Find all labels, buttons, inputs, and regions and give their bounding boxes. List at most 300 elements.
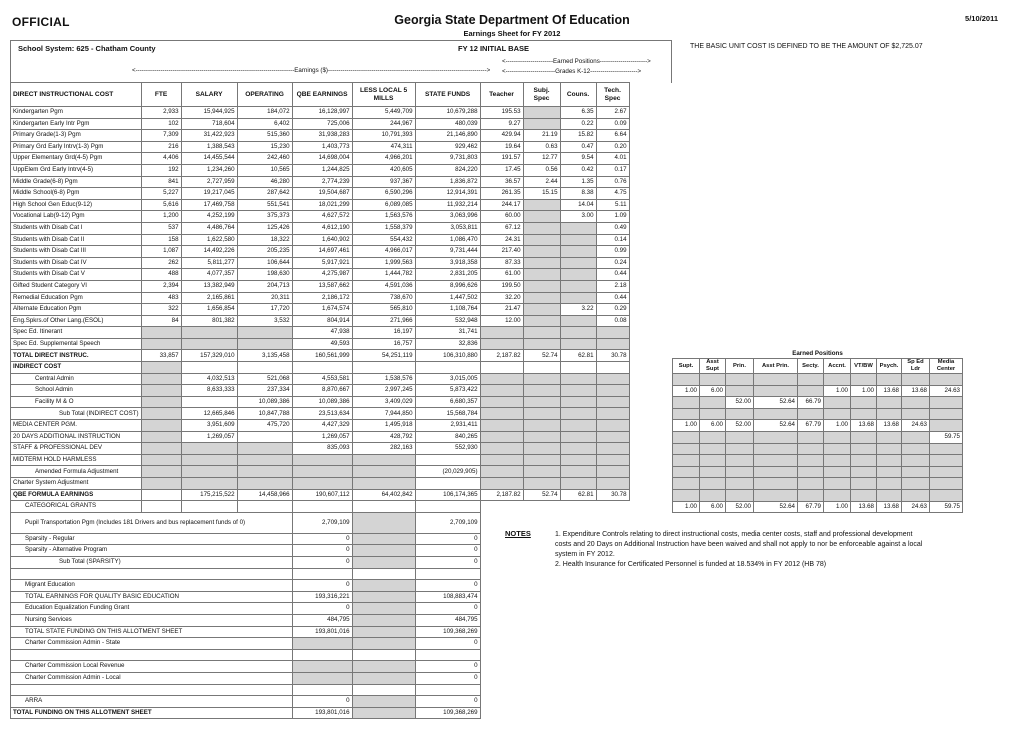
table-cell: 0.44 [596, 292, 629, 304]
table-cell: 0.76 [596, 176, 629, 188]
row-label: Spec Ed. Itinerant [11, 327, 142, 339]
table-row [11, 512, 630, 533]
table-cell: 13.68 [877, 501, 902, 513]
table-cell [851, 397, 877, 409]
table-cell: 193,801,016 [292, 707, 352, 719]
table-cell [902, 478, 930, 490]
table-cell: 32.20 [480, 292, 523, 304]
table-cell: 6.00 [700, 385, 726, 397]
table-cell: 13.68 [851, 420, 877, 432]
table-cell [523, 338, 560, 350]
table-cell: 52.00 [726, 397, 754, 409]
table-cell: 5.11 [596, 199, 629, 211]
table-cell [798, 478, 824, 490]
table-cell: 10,679,288 [415, 107, 480, 119]
table-cell: 475,720 [237, 420, 292, 432]
table-cell: 12.00 [480, 315, 523, 327]
table-cell: 15,230 [237, 141, 292, 153]
table-cell: 5,449,709 [352, 107, 415, 119]
table-cell: 937,367 [352, 176, 415, 188]
table-cell [480, 454, 523, 466]
table-cell [237, 338, 292, 350]
table-cell [352, 478, 415, 490]
table-cell [560, 327, 596, 339]
table-cell: 217.40 [480, 246, 523, 258]
table-row [11, 211, 630, 223]
table-cell: 21.19 [523, 130, 560, 142]
table-cell: 125,426 [237, 222, 292, 234]
table-row [673, 397, 963, 409]
table-cell: 17,720 [237, 304, 292, 316]
row-label: TOTAL FUNDING ON THIS ALLOTMENT SHEET [11, 707, 293, 719]
table-cell [673, 408, 700, 420]
table-cell: 1,447,502 [415, 292, 480, 304]
row-label: Charter System Adjustment [11, 478, 142, 490]
table-cell: 0 [292, 603, 352, 615]
table-cell: 13,587,662 [292, 280, 352, 292]
table-cell [596, 373, 629, 385]
table-cell [673, 489, 700, 501]
table-cell: 474,311 [352, 141, 415, 153]
table-cell: 9,731,444 [415, 246, 480, 258]
row-label: TOTAL STATE FUNDING ON THIS ALLOTMENT SHEET [11, 626, 293, 638]
total-cell: 52.74 [523, 489, 560, 501]
table-cell [726, 431, 754, 443]
table-cell: 1,087 [141, 246, 181, 258]
table-cell: 515,360 [237, 130, 292, 142]
table-cell [352, 591, 415, 603]
table-cell: 0.20 [596, 141, 629, 153]
table-cell [930, 455, 963, 467]
table-cell [480, 373, 523, 385]
row-label: Charter Commission Local Revenue [11, 661, 293, 673]
table-cell [181, 454, 237, 466]
table-cell: 9,731,803 [415, 153, 480, 165]
table-cell: 21,146,890 [415, 130, 480, 142]
table-cell: 1,999,563 [352, 257, 415, 269]
table-cell [824, 374, 851, 386]
table-cell [141, 408, 181, 420]
total-cell: 106,174,365 [415, 489, 480, 501]
table-cell: 429.94 [480, 130, 523, 142]
table-cell [560, 478, 596, 490]
table-cell: 0.44 [596, 269, 629, 281]
table-cell [798, 489, 824, 501]
table-cell: 14,698,004 [292, 153, 352, 165]
table-cell: 4,077,357 [181, 269, 237, 281]
table-cell: 4,406 [141, 153, 181, 165]
table-cell: 0.08 [596, 315, 629, 327]
table-cell: 18,322 [237, 234, 292, 246]
table-cell [181, 478, 237, 490]
table-cell: 1,538,576 [352, 373, 415, 385]
table-cell: 19,504,687 [292, 188, 352, 200]
table-cell [673, 478, 700, 490]
table-cell [352, 568, 415, 580]
table-cell [523, 118, 560, 130]
table-row [11, 164, 630, 176]
table-row [11, 454, 630, 466]
table-cell: 16,757 [352, 338, 415, 350]
table-cell: 11,932,214 [415, 199, 480, 211]
row-label: 20 DAYS ADDITIONAL INSTRUCTION [11, 431, 142, 443]
table-cell [596, 420, 629, 432]
table-cell: 60.00 [480, 211, 523, 223]
table-cell [824, 466, 851, 478]
table-cell: 718,604 [181, 118, 237, 130]
row-label: MEDIA CENTER PGM. [11, 420, 142, 432]
table-cell: 2,931,411 [415, 420, 480, 432]
row-label: Central Admin [11, 373, 142, 385]
table-cell: 67.12 [480, 222, 523, 234]
total-cell: 52.74 [523, 350, 560, 362]
table-cell: 841 [141, 176, 181, 188]
table-cell [523, 257, 560, 269]
table-cell: 3,063,996 [415, 211, 480, 223]
table-cell [851, 431, 877, 443]
table-cell: 67.79 [798, 501, 824, 513]
table-cell: 420,605 [352, 164, 415, 176]
table-cell [352, 684, 415, 696]
table-cell [560, 257, 596, 269]
table-cell [824, 408, 851, 420]
table-cell: 32,836 [415, 338, 480, 350]
table-cell: 0.09 [596, 118, 629, 130]
table-cell [352, 454, 415, 466]
table-cell [877, 489, 902, 501]
table-row [673, 466, 963, 478]
earned-positions-header [673, 359, 963, 374]
table-cell [292, 454, 352, 466]
table-cell [352, 466, 415, 478]
column-header: OPERATING [237, 83, 292, 107]
table-cell: 2,186,172 [292, 292, 352, 304]
section-label: CATEGORICAL GRANTS [11, 501, 142, 513]
table-cell: 0.24 [596, 257, 629, 269]
table-cell [352, 661, 415, 673]
table-cell: 14,455,544 [181, 153, 237, 165]
table-cell [824, 489, 851, 501]
table-cell: 191.57 [480, 153, 523, 165]
table-cell: 1,444,782 [352, 269, 415, 281]
table-cell [523, 385, 560, 397]
table-cell: 551,541 [237, 199, 292, 211]
table-cell [11, 684, 293, 696]
table-cell [930, 408, 963, 420]
table-cell [141, 327, 181, 339]
table-cell [292, 661, 352, 673]
table-cell [292, 684, 352, 696]
column-header: LESS LOCAL 5 MILLS [352, 83, 415, 107]
table-row [11, 478, 630, 490]
table-cell: 4,627,572 [292, 211, 352, 223]
table-cell: 4,591,036 [352, 280, 415, 292]
table-cell [754, 374, 798, 386]
table-cell: 10,089,386 [237, 396, 292, 408]
table-cell: 6,089,085 [352, 199, 415, 211]
table-cell: 1,200 [141, 211, 181, 223]
table-cell [824, 397, 851, 409]
table-row [673, 443, 963, 455]
table-cell: 31,938,283 [292, 130, 352, 142]
row-label: Students with Disab Cat II [11, 234, 142, 246]
table-cell [902, 443, 930, 455]
table-cell [560, 280, 596, 292]
table-cell: 59.75 [930, 501, 963, 513]
row-label: ARRA [11, 696, 293, 708]
table-cell [237, 466, 292, 478]
column-header: FTE [141, 83, 181, 107]
grades-span: <------------------------Grades K-12-----------------------> [502, 68, 642, 75]
table-cell: 4,275,987 [292, 269, 352, 281]
table-cell: 46,280 [237, 176, 292, 188]
table-cell [851, 408, 877, 420]
table-cell [824, 431, 851, 443]
table-cell: 24.63 [930, 385, 963, 397]
table-cell: 4.75 [596, 188, 629, 200]
table-cell [560, 443, 596, 455]
table-cell [754, 455, 798, 467]
table-row [673, 431, 963, 443]
table-cell [596, 362, 629, 374]
table-cell: 271,966 [352, 315, 415, 327]
table-cell [181, 466, 237, 478]
table-cell [851, 443, 877, 455]
table-row [11, 304, 630, 316]
table-row [11, 246, 630, 258]
table-cell [902, 408, 930, 420]
table-cell [352, 362, 415, 374]
table-cell: 0.29 [596, 304, 629, 316]
table-cell [902, 489, 930, 501]
table-cell [415, 684, 480, 696]
table-cell: 3,918,358 [415, 257, 480, 269]
table-cell [902, 431, 930, 443]
table-cell [141, 373, 181, 385]
table-cell: 1,674,574 [292, 304, 352, 316]
table-cell [141, 478, 181, 490]
table-cell [141, 454, 181, 466]
row-label: Sub Total (SPARSITY) [11, 556, 293, 568]
table-cell: 244,967 [352, 118, 415, 130]
row-label: UppElem Grd Early Intrv(4-5) [11, 164, 142, 176]
row-label: Spec Ed. Supplemental Speech [11, 338, 142, 350]
table-cell: 552,930 [415, 443, 480, 455]
table-cell [415, 454, 480, 466]
table-cell [877, 478, 902, 490]
table-cell [560, 222, 596, 234]
row-label: Gifted Student Category VI [11, 280, 142, 292]
table-cell: 14,697,461 [292, 246, 352, 258]
row-label: Students with Disab Cat I [11, 222, 142, 234]
table-row [11, 661, 630, 673]
table-cell: 0 [292, 556, 352, 568]
table-cell: 6,680,357 [415, 396, 480, 408]
table-cell [523, 373, 560, 385]
table-cell: 725,006 [292, 118, 352, 130]
table-cell: 0.17 [596, 164, 629, 176]
table-cell: 0.42 [560, 164, 596, 176]
table-cell: 521,068 [237, 373, 292, 385]
table-cell [930, 420, 963, 432]
report-date: 5/10/2011 [965, 14, 998, 23]
table-cell: 5,917,921 [292, 257, 352, 269]
table-cell: 15.15 [523, 188, 560, 200]
table-cell: 205,235 [237, 246, 292, 258]
table-cell: 0 [415, 603, 480, 615]
total-cell: 54,251,119 [352, 350, 415, 362]
table-cell: 52.64 [754, 397, 798, 409]
table-cell [523, 454, 560, 466]
row-label: Upper Elementary Grd(4-5) Pgm [11, 153, 142, 165]
table-cell [237, 454, 292, 466]
table-cell: 1,244,825 [292, 164, 352, 176]
table-cell [754, 466, 798, 478]
table-cell: 484,795 [415, 614, 480, 626]
table-row [11, 603, 630, 615]
table-cell [523, 408, 560, 420]
table-cell [877, 431, 902, 443]
table-row [11, 280, 630, 292]
row-label: MIDTERM HOLD HARMLESS [11, 454, 142, 466]
table-cell [560, 385, 596, 397]
row-label: Students with Disab Cat III [11, 246, 142, 258]
total-cell: 2,187.82 [480, 350, 523, 362]
table-cell [523, 234, 560, 246]
table-cell [726, 489, 754, 501]
table-cell: 554,432 [352, 234, 415, 246]
table-cell: 0 [415, 556, 480, 568]
table-cell: 12,914,391 [415, 188, 480, 200]
table-cell [596, 408, 629, 420]
table-cell: 13,382,949 [181, 280, 237, 292]
table-cell: 6,402 [237, 118, 292, 130]
table-cell [700, 478, 726, 490]
total-cell: 160,561,999 [292, 350, 352, 362]
table-cell: 1.09 [596, 211, 629, 223]
table-cell: 10,089,386 [292, 396, 352, 408]
table-cell: 13.68 [851, 501, 877, 513]
table-cell: 52.00 [726, 501, 754, 513]
table-cell: 17,469,758 [181, 199, 237, 211]
table-cell: 804,914 [292, 315, 352, 327]
table-cell: 13.68 [877, 385, 902, 397]
table-cell: 198,630 [237, 269, 292, 281]
table-cell [352, 501, 415, 513]
table-cell: 6.35 [560, 107, 596, 119]
table-cell [930, 374, 963, 386]
table-cell: 1.00 [824, 501, 851, 513]
table-cell [700, 374, 726, 386]
table-cell [352, 626, 415, 638]
table-row [11, 591, 630, 603]
table-cell [352, 672, 415, 684]
table-cell: 2,394 [141, 280, 181, 292]
table-cell: 20,311 [237, 292, 292, 304]
table-cell [181, 443, 237, 455]
table-cell: 7,944,850 [352, 408, 415, 420]
row-label: Primary Grd Early Intrv(1-3) Pgm [11, 141, 142, 153]
table-cell [237, 478, 292, 490]
table-cell [181, 501, 237, 513]
table-cell: 16,197 [352, 327, 415, 339]
table-cell [754, 443, 798, 455]
table-cell [560, 396, 596, 408]
table-cell [560, 269, 596, 281]
table-cell: 282,163 [352, 443, 415, 455]
table-cell: 12.77 [523, 153, 560, 165]
table-cell [523, 269, 560, 281]
table-cell: 52.64 [754, 420, 798, 432]
table-cell: 3,951,609 [181, 420, 237, 432]
table-cell: 21.47 [480, 304, 523, 316]
table-cell [480, 327, 523, 339]
row-label: Alternate Education Pgm [11, 304, 142, 316]
table-cell: 24.63 [902, 420, 930, 432]
positions-span: <-----------------------Earned Positions-----------------------> [502, 58, 651, 65]
total-cell: 2,187.82 [480, 489, 523, 501]
earned-positions-table [672, 350, 963, 513]
table-cell [902, 466, 930, 478]
table-cell: 0.63 [523, 141, 560, 153]
table-cell: 929,462 [415, 141, 480, 153]
table-cell [352, 603, 415, 615]
table-cell [523, 443, 560, 455]
column-header: Prin. [726, 359, 754, 374]
row-label: Facility M & O [11, 396, 142, 408]
column-header: Secty. [798, 359, 824, 374]
table-cell [726, 455, 754, 467]
table-cell [596, 327, 629, 339]
table-row [11, 153, 630, 165]
table-cell: 0 [415, 696, 480, 708]
table-cell: 13.68 [877, 420, 902, 432]
official-label: OFFICIAL [12, 15, 70, 29]
table-cell: 17.45 [480, 164, 523, 176]
table-cell: 2,997,245 [352, 385, 415, 397]
table-cell [352, 545, 415, 557]
total-row [11, 350, 630, 362]
table-cell [292, 638, 352, 650]
table-cell: 428,792 [352, 431, 415, 443]
table-cell: 15,944,925 [181, 107, 237, 119]
table-cell: 375,373 [237, 211, 292, 223]
column-header: VT/BW [851, 359, 877, 374]
table-cell [523, 199, 560, 211]
table-cell: 1,656,854 [181, 304, 237, 316]
table-cell [523, 431, 560, 443]
table-cell [596, 385, 629, 397]
table-cell: 6,590,296 [352, 188, 415, 200]
table-cell [560, 338, 596, 350]
table-cell: 15.82 [560, 130, 596, 142]
table-cell: 19.64 [480, 141, 523, 153]
table-cell [560, 431, 596, 443]
table-row [673, 385, 963, 397]
table-cell [754, 489, 798, 501]
table-cell [930, 478, 963, 490]
table-row [11, 199, 630, 211]
table-cell: 10,791,393 [352, 130, 415, 142]
table-cell: 158 [141, 234, 181, 246]
table-cell [141, 338, 181, 350]
table-cell: 1.00 [673, 420, 700, 432]
table-cell: 824,220 [415, 164, 480, 176]
table-cell: 5,616 [141, 199, 181, 211]
table-cell: 0 [415, 580, 480, 592]
total-cell [141, 489, 181, 501]
table-cell [415, 649, 480, 661]
